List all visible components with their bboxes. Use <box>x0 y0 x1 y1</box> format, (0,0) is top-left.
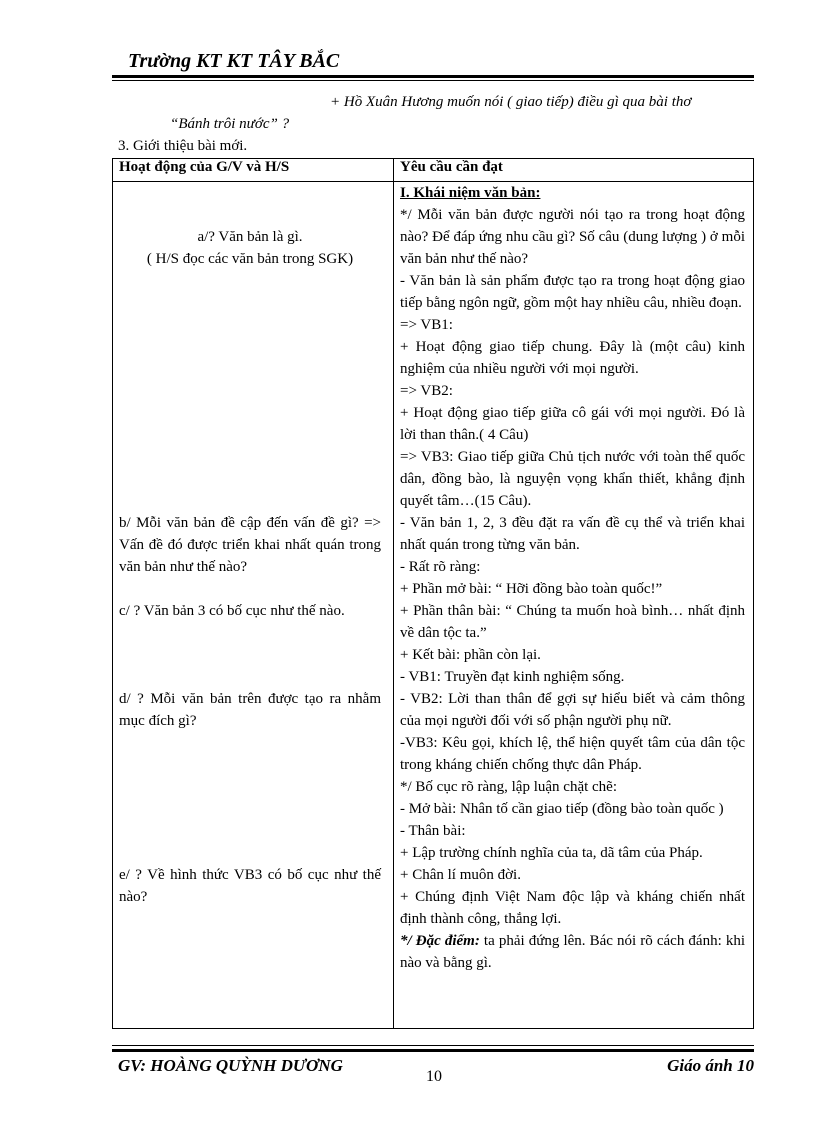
footer-rule-thin <box>112 1045 754 1046</box>
answer-line: */ Bố cục rõ ràng, lập luận chặt chẽ: <box>400 779 618 795</box>
answer-line: */ Mỗi văn bản được người nói tạo ra trong hoạt động nào? Để đáp ứng nhu cầu gì? Số câu (dung lượng ) ở mỗi văn bản như thế nào? <box>400 207 745 267</box>
answer-line: => VB2: <box>400 383 453 399</box>
characteristics-text: ta phải đứng lên. Bác nói rõ cách đánh: khi nào và bằng gì. <box>400 933 745 971</box>
answer-line: + Kết bài: phần còn lại. <box>400 647 541 663</box>
question-b: b/ Mỗi văn bản đề cập đến vấn đề gì? => Vấn đề đó được triển khai nhất quán trong văn bản như thế nào? <box>119 515 381 575</box>
question-a-2: ( H/S đọc các văn bản trong SGK) <box>146 251 354 267</box>
section-title: 3. Giới thiệu bài mới. <box>118 138 248 154</box>
table-header-row <box>113 159 754 182</box>
table-row <box>113 182 754 1029</box>
header-school-title: Trường KT KT TÂY BẮC <box>128 50 340 72</box>
answer-line: -VB3: Kêu gọi, khích lệ, thể hiện quyết tâm của dân tộc trong kháng chiến chống thực dân Pháp. <box>400 735 745 773</box>
answer-line: - VB2: Lời than thân để gợi sự hiểu biết và cảm thông của mọi người đối với số phận người phụ nữ. <box>400 691 745 729</box>
answer-line: - Văn bản 1, 2, 3 đều đặt ra vấn đề cụ thể và triển khai nhất quán trong từng văn bản. <box>400 515 745 553</box>
question-e: e/ ? Về hình thức VB3 có bố cục như thế nào? <box>119 867 381 905</box>
intro-line-2: “Bánh trôi nước” ? <box>170 116 290 132</box>
answer-line: - Mở bài: Nhân tố cần giao tiếp (đồng bào toàn quốc ) <box>400 801 724 817</box>
header-requirements: Yêu cầu cần đạt <box>394 159 754 182</box>
answer-line: + Lập trường chính nghĩa của ta, dã tâm của Pháp. <box>400 845 703 861</box>
characteristics-label: */ Đặc điểm: <box>400 933 480 949</box>
footer-rule-thick <box>112 1049 754 1052</box>
answer-line: + Chúng định Việt Nam độc lập và kháng chiến nhất định thành công, thắng lợi. <box>400 889 745 927</box>
intro-line-1: + Hồ Xuân Hương muốn nói ( giao tiếp) điều gì qua bài thơ <box>330 94 692 110</box>
answer-line: + Phần mở bài: “ Hỡi đồng bào toàn quốc!” <box>400 581 663 597</box>
answer-line: => VB3: Giao tiếp giữa Chủ tịch nước với toàn thể quốc dân, đồng bào, là nguyện vọng khẩn thiết, khẳng định quyết tâm…(15 Câu). <box>400 449 745 509</box>
lesson-table <box>112 158 754 1029</box>
page-number: 10 <box>426 1068 442 1085</box>
header-rule-thick <box>112 75 754 78</box>
answer-line: - VB1: Truyền đạt kinh nghiệm sống. <box>400 669 625 685</box>
questions-cell <box>113 182 394 1029</box>
footer-teacher: GV: HOÀNG QUỲNH DƯƠNG <box>118 1056 343 1075</box>
answer-line: + Phần thân bài: “ Chúng ta muốn hoà bình… nhất định về dân tộc ta.” <box>400 603 745 641</box>
footer-subject: Giáo ánh 10 <box>667 1056 754 1075</box>
answer-line: - Văn bản là sản phẩm được tạo ra trong hoạt động giao tiếp bằng ngôn ngữ, gồm một hay nhiều câu, nhiều đoạn. <box>400 273 745 311</box>
question-c: c/ ? Văn bản 3 có bố cục như thế nào. <box>119 603 345 619</box>
question-d: d/ ? Mỗi văn bản trên được tạo ra nhằm mục đích gì? <box>119 691 381 729</box>
header-teacher-activity: Hoạt động của G/V và H/S <box>113 159 394 182</box>
answer-line: - Rất rõ ràng: <box>400 559 481 575</box>
answer-line-characteristics <box>400 930 745 974</box>
answers-title: I. Khái niệm văn bản: <box>400 185 541 201</box>
answer-line: + Chân lí muôn đời. <box>400 867 521 883</box>
header-rule-thin <box>112 80 754 81</box>
question-a-1: a/? Văn bản là gì. <box>197 229 303 245</box>
answers-cell <box>394 182 754 1029</box>
answer-line: => VB1: <box>400 317 453 333</box>
answer-line: - Thân bài: <box>400 823 466 839</box>
answer-line: + Hoạt động giao tiếp giữa cô gái với mọi người. Đó là lời than thân.( 4 Câu) <box>400 405 745 443</box>
answer-line: + Hoạt động giao tiếp chung. Đây là (một câu) kinh nghiệm của nhiều người với mọi người. <box>400 339 745 377</box>
